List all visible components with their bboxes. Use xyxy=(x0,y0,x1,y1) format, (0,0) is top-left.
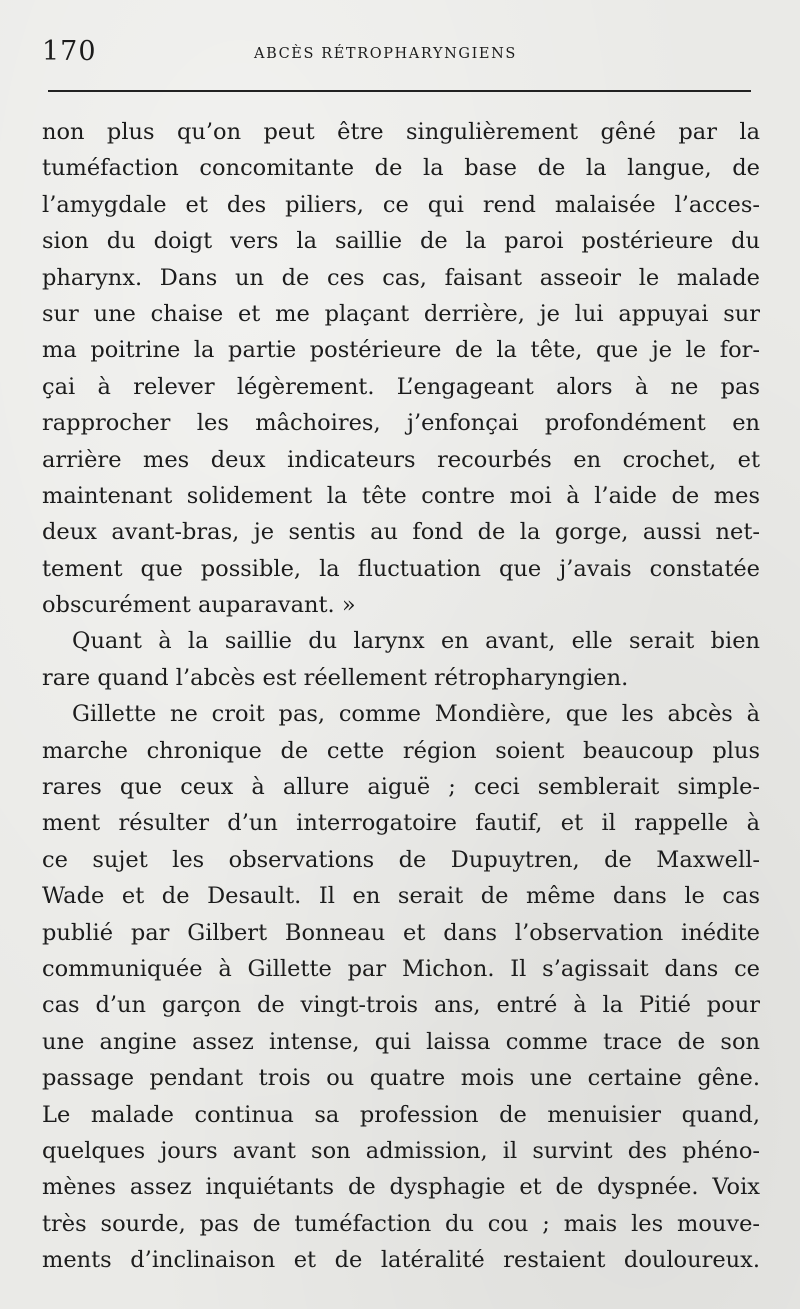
text-line: tement que possible, la fluctuation que j’avais constatée xyxy=(42,555,760,582)
text-line: cas d’un garçon de vingt-trois ans, entré à la Pitié pour xyxy=(42,992,760,1019)
page-number: 170 xyxy=(42,36,97,67)
text-line: Gillette ne croit pas, comme Mondière, que les abcès à xyxy=(72,701,760,728)
text-line: ment résulter d’un interrogatoire fautif, et il rappelle à xyxy=(42,810,760,837)
text-line: çai à relever légèrement. L’engageant alors à ne pas xyxy=(42,373,760,400)
text-line: Le malade continua sa profession de menuisier quand, xyxy=(42,1101,760,1128)
text-line: marche chronique de cette région soient beaucoup plus xyxy=(42,737,760,764)
text-line: l’amygdale et des piliers, ce qui rend malaisée l’acces- xyxy=(42,191,760,218)
text-line: sur une chaise et me plaçant derrière, je lui appuyai sur xyxy=(42,300,760,327)
text-line: communiquée à Gillette par Michon. Il s’agissait dans ce xyxy=(42,955,760,982)
text-line: très sourde, pas de tuméfaction du cou ; mais les mouve- xyxy=(42,1210,760,1237)
text-line: ce sujet les observations de Dupuytren, de Maxwell- xyxy=(42,846,760,873)
text-line: Quant à la saillie du larynx en avant, elle serait bien xyxy=(72,628,760,655)
header-rule xyxy=(48,90,751,92)
text-line: rare quand l’abcès est réellement rétropharyngien. xyxy=(42,664,629,691)
text-line: quelques jours avant son admission, il survint des phéno- xyxy=(42,1137,760,1164)
text-line: Wade et de Desault. Il en serait de même dans le cas xyxy=(42,883,760,910)
text-line: deux avant-bras, je sentis au fond de la gorge, aussi net- xyxy=(42,519,760,546)
text-line: rapprocher les mâchoires, j’enfonçai profondément en xyxy=(42,410,760,437)
running-head-title: ABCÈS RÉTROPHARYNGIENS xyxy=(254,46,517,62)
text-line: tuméfaction concomitante de la base de la langue, de xyxy=(42,155,760,182)
text-line: obscurément auparavant. » xyxy=(42,592,356,619)
text-line: pharynx. Dans un de ces cas, faisant asseoir le malade xyxy=(42,264,760,291)
text-line: sion du doigt vers la saillie de la paroi postérieure du xyxy=(42,228,760,255)
text-line: publié par Gilbert Bonneau et dans l’observation inédite xyxy=(42,919,760,946)
text-line: non plus qu’on peut être singulièrement gêné par la xyxy=(42,119,760,145)
running-head xyxy=(42,34,752,74)
text-line: rares que ceux à allure aiguë ; ceci semblerait simple- xyxy=(42,774,760,801)
text-line: mènes assez inquiétants de dysphagie et de dyspnée. Voix xyxy=(42,1174,760,1201)
body-text xyxy=(42,114,760,1279)
text-line: une angine assez intense, qui laissa comme trace de son xyxy=(42,1028,760,1055)
text-line: arrière mes deux indicateurs recourbés en crochet, et xyxy=(42,446,760,473)
text-line: ma poitrine la partie postérieure de la tête, que je le for- xyxy=(42,337,760,364)
text-line: ments d’inclinaison et de latéralité restaient douloureux. xyxy=(42,1247,760,1274)
text-line: passage pendant trois ou quatre mois une certaine gêne. xyxy=(42,1065,760,1092)
text-line: maintenant solidement la tête contre moi à l’aide de mes xyxy=(42,482,760,509)
